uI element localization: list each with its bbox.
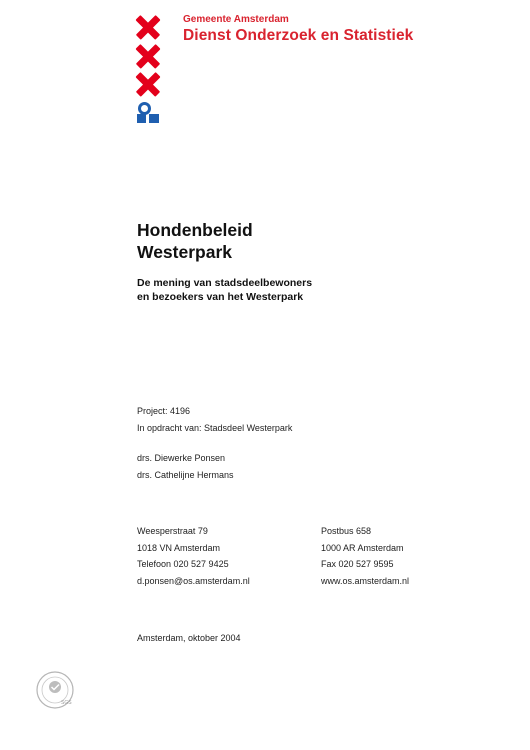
street: Weesperstraat 79 bbox=[137, 526, 208, 536]
project-number: Project: 4196 bbox=[137, 406, 191, 416]
po-box: Postbus 658 bbox=[321, 526, 372, 536]
document-title bbox=[137, 219, 253, 263]
postal-address bbox=[321, 525, 409, 591]
title-line-2: Westerpark bbox=[137, 242, 233, 262]
subtitle-line-1: De mening van stadsdeelbewoners bbox=[137, 277, 313, 289]
saint-andrew-cross-icon bbox=[137, 73, 159, 95]
email: d.ponsen@os.amsterdam.nl bbox=[137, 575, 250, 586]
os-logo-icon bbox=[137, 101, 161, 123]
organization-top-line: Gemeente Amsterdam bbox=[183, 14, 289, 25]
po-postal-city: 1000 AR Amsterdam bbox=[321, 542, 404, 553]
certification-seal-icon bbox=[35, 670, 75, 710]
subtitle-line-2: en bezoekers van het Westerpark bbox=[137, 291, 304, 303]
visiting-address bbox=[137, 525, 250, 591]
author-2: drs. Cathelijne Hermans bbox=[137, 470, 234, 480]
author-1: drs. Diewerke Ponsen bbox=[137, 453, 226, 463]
saint-andrew-cross-icon bbox=[137, 45, 159, 67]
organization-name: Dienst Onderzoek en Statistiek bbox=[183, 27, 414, 44]
place-and-date: Amsterdam, oktober 2004 bbox=[137, 633, 241, 643]
authors bbox=[137, 452, 234, 486]
commissioned-by: In opdracht van: Stadsdeel Westerpark bbox=[137, 423, 293, 433]
fax: Fax 020 527 9595 bbox=[321, 559, 394, 569]
saint-andrew-cross-icon bbox=[137, 16, 159, 38]
phone: Telefoon 020 527 9425 bbox=[137, 559, 229, 569]
document-subtitle bbox=[137, 276, 312, 304]
certification-label: SGS bbox=[61, 700, 72, 706]
website: www.os.amsterdam.nl bbox=[321, 575, 410, 586]
title-line-1: Hondenbeleid bbox=[137, 220, 253, 240]
project-meta bbox=[137, 405, 292, 439]
postal-city: 1018 VN Amsterdam bbox=[137, 542, 221, 553]
